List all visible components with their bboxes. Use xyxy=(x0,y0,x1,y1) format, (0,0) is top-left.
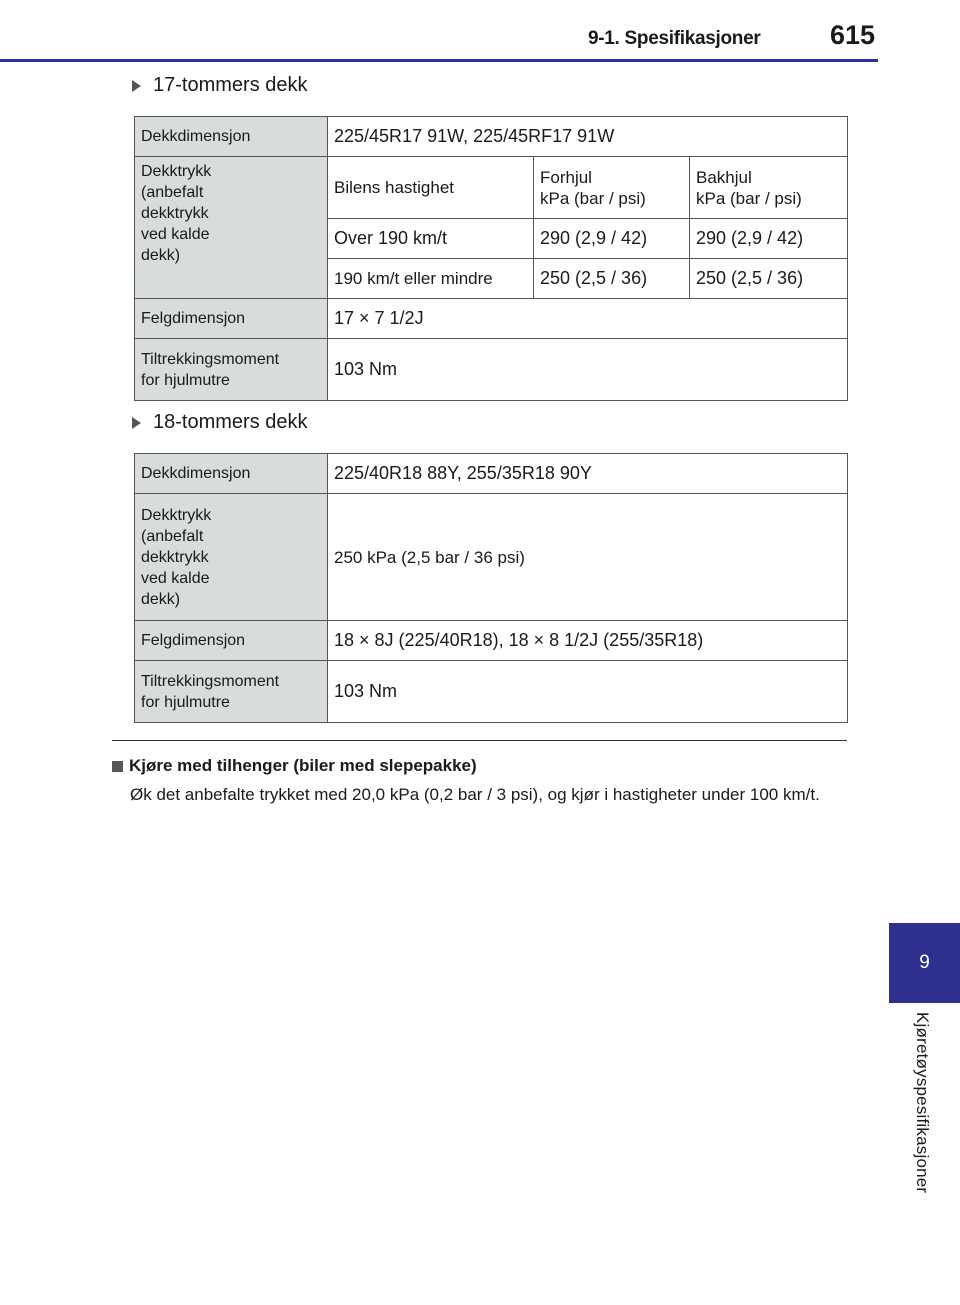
note-body: Øk det anbefalte trykket med 20,0 kPa (0,2 bar / 3 psi), og kjør i hastigheter under 100 km/t. xyxy=(130,785,820,804)
rear-cell: 290 (2,9 / 42) xyxy=(690,219,848,259)
rim-value: 18 × 8J (225/40R18), 18 × 8 1/2J (255/35R18) xyxy=(328,621,848,661)
section-17-heading-text: 17-tommers dekk xyxy=(153,74,308,96)
torque-label-text: Tiltrekkingsmoment for hjulmutre xyxy=(141,350,280,389)
tire-size-label: Dekkdimensjon xyxy=(135,117,328,157)
spec-table-18 xyxy=(134,453,848,723)
front-cell: 250 (2,5 / 36) xyxy=(534,259,690,299)
triangle-arrow-icon xyxy=(132,417,141,429)
torque-label xyxy=(135,661,328,723)
torque-label-text: Tiltrekkingsmoment for hjulmutre xyxy=(141,672,280,711)
section-18-heading-text: 18-tommers dekk xyxy=(153,411,308,433)
triangle-arrow-icon xyxy=(132,80,141,92)
section-title: 9-1. Spesifikasjoner xyxy=(588,28,761,49)
table-row xyxy=(135,661,848,723)
col-rear-text: Bakhjul kPa (bar / psi) xyxy=(696,167,802,208)
chapter-tab[interactable] xyxy=(889,923,960,1003)
square-bullet-icon xyxy=(112,761,123,772)
note-heading xyxy=(112,756,477,776)
section-18-heading xyxy=(132,411,308,434)
chapter-number: 9 xyxy=(919,952,930,973)
table-row xyxy=(135,117,848,157)
table-row xyxy=(135,157,848,219)
page-header xyxy=(0,0,960,64)
table-row xyxy=(135,339,848,401)
rear-cell: 250 (2,5 / 36) xyxy=(690,259,848,299)
page-number: 615 xyxy=(830,20,876,50)
rim-label: Felgdimensjon xyxy=(135,299,328,339)
pressure-label-text: Dekktrykk (anbefalt dekktrykk ved kalde dekk) xyxy=(141,163,212,264)
col-speed-header: Bilens hastighet xyxy=(328,157,534,219)
torque-value: 103 Nm xyxy=(328,661,848,723)
tire-size-value: 225/45R17 91W, 225/45RF17 91W xyxy=(328,117,848,157)
spec-table-17 xyxy=(134,116,848,401)
rim-value: 17 × 7 1/2J xyxy=(328,299,848,339)
section-divider xyxy=(112,740,847,741)
torque-label xyxy=(135,339,328,401)
col-front-header xyxy=(534,157,690,219)
table-row xyxy=(135,299,848,339)
front-cell: 290 (2,9 / 42) xyxy=(534,219,690,259)
col-front-text: Forhjul kPa (bar / psi) xyxy=(540,167,646,208)
tire-size-label: Dekkdimensjon xyxy=(135,454,328,494)
pressure-label-text: Dekktrykk (anbefalt dekktrykk ved kalde dekk) xyxy=(141,506,212,608)
chapter-label: Kjøretøyspesifikasjoner xyxy=(913,1012,932,1194)
pressure-label xyxy=(135,157,328,299)
torque-value: 103 Nm xyxy=(328,339,848,401)
pressure-label xyxy=(135,494,328,621)
tire-size-value: 225/40R18 88Y, 255/35R18 90Y xyxy=(328,454,848,494)
col-rear-header xyxy=(690,157,848,219)
table-row xyxy=(135,494,848,621)
speed-cell: 190 km/t eller mindre xyxy=(328,259,534,299)
speed-cell: Over 190 km/t xyxy=(328,219,534,259)
pressure-value: 250 kPa (2,5 bar / 36 psi) xyxy=(328,494,848,621)
rim-label: Felgdimensjon xyxy=(135,621,328,661)
section-17-heading xyxy=(132,74,308,97)
table-row xyxy=(135,621,848,661)
header-rule xyxy=(0,59,878,62)
table-row xyxy=(135,454,848,494)
note-heading-text: Kjøre med tilhenger (biler med slepepakke) xyxy=(129,756,477,775)
